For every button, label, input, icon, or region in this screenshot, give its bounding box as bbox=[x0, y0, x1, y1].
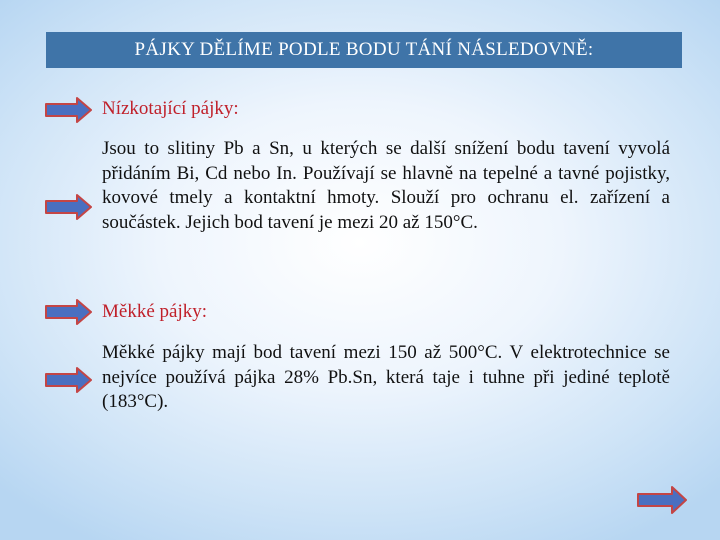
next-slide-button[interactable] bbox=[636, 486, 688, 514]
bullet-arrow-icon bbox=[44, 367, 92, 393]
section-heading-low-melting: Nízkotající pájky: bbox=[102, 98, 239, 119]
next-slide-arrow-icon bbox=[636, 486, 688, 514]
section-heading-soft: Měkké pájky: bbox=[102, 301, 208, 322]
section-text-soft: Měkké pájky mají bod tavení mezi 150 až 500°C. V elektrotechnice se nejvíce používá pájka 28% Pb.Sn, která taje i tuhne při jediné teplotě (183°C). bbox=[102, 342, 670, 412]
bullet-arrow-icon bbox=[44, 299, 92, 325]
bullet-arrow-icon bbox=[44, 194, 92, 220]
bullet-arrow-icon bbox=[44, 97, 92, 123]
slide-title: PÁJKY DĚLÍME PODLE BODU TÁNÍ NÁSLEDOVNĚ: bbox=[46, 32, 682, 68]
section-text-low-melting: Jsou to slitiny Pb a Sn, u kterých se další snížení bodu tavení vyvolá přidáním Bi, Cd nebo In. Používají se hlavně na tepelné a tavné pojistky, kovové tmely a kontaktní hmoty. Slouží pro ochranu el. zařízení a součástek. Jejich bod tavení je mezi 20 až 150°C. bbox=[102, 138, 670, 233]
